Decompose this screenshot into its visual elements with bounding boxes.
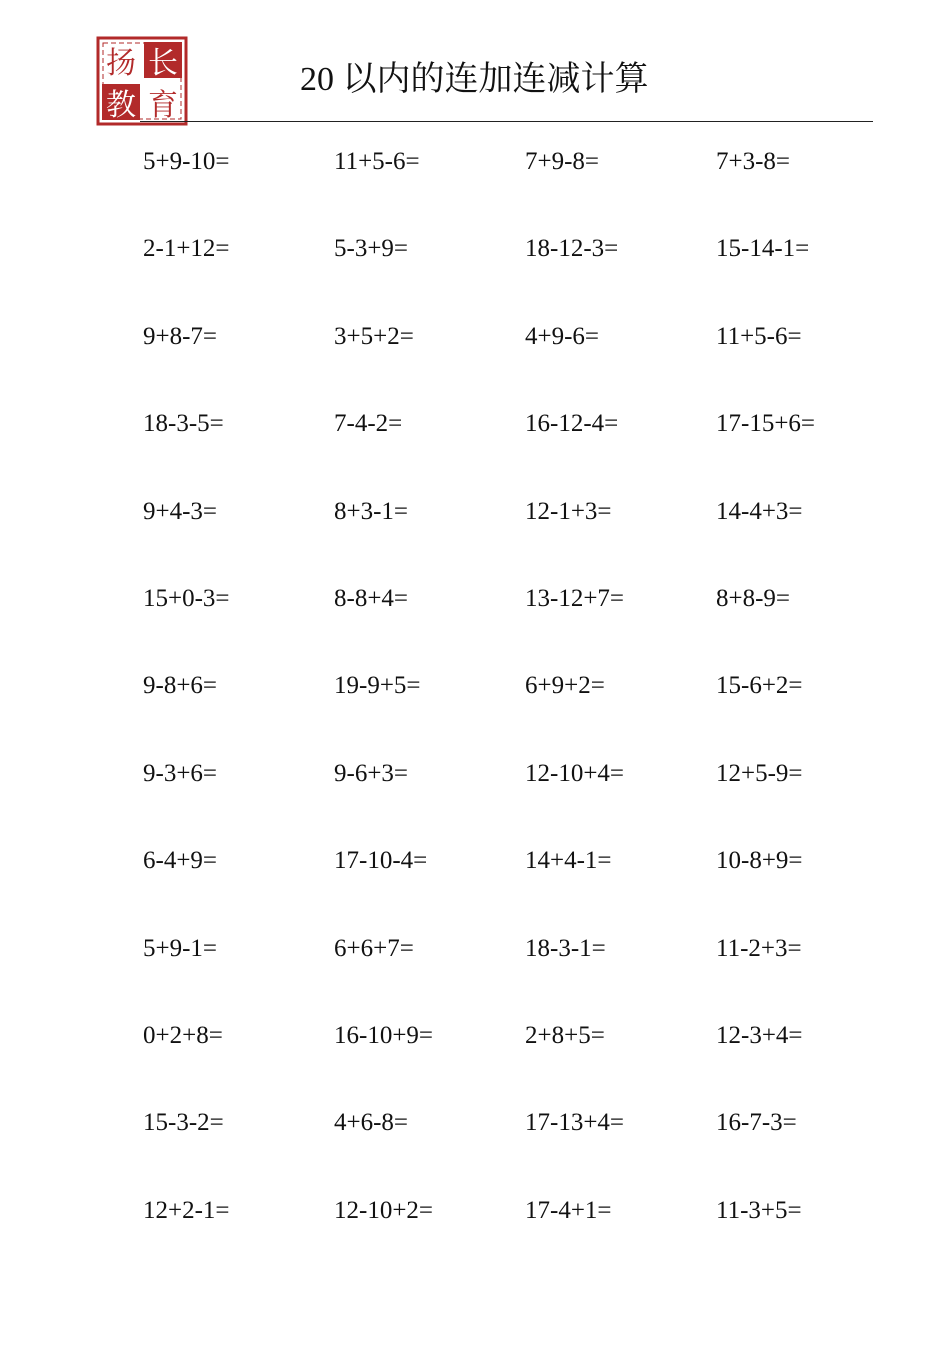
arithmetic-problem: 8+8-9= xyxy=(716,584,791,612)
svg-text:扬: 扬 xyxy=(106,46,136,81)
arithmetic-problem: 6+6+7= xyxy=(334,934,414,962)
arithmetic-problem: 15+0-3= xyxy=(143,584,230,612)
arithmetic-problem: 15-3-2= xyxy=(143,1109,224,1137)
arithmetic-problem: 11+5-6= xyxy=(334,148,420,175)
arithmetic-problem: 11-3+5= xyxy=(716,1196,802,1224)
arithmetic-problem: 2-1+12= xyxy=(143,235,230,263)
arithmetic-problem: 11+5-6= xyxy=(716,322,802,350)
arithmetic-problem: 8+3-1= xyxy=(334,497,409,525)
arithmetic-problem: 12+5-9= xyxy=(716,759,803,787)
arithmetic-problem: 9-6+3= xyxy=(334,759,409,787)
arithmetic-problem: 16-10+9= xyxy=(334,1021,434,1049)
arithmetic-problem: 11-2+3= xyxy=(716,934,802,962)
arithmetic-problem: 13-12+7= xyxy=(525,584,625,612)
arithmetic-problem: 12-10+4= xyxy=(525,759,625,787)
arithmetic-problem: 5+9-10= xyxy=(143,148,230,175)
arithmetic-problem: 12-1+3= xyxy=(525,497,612,525)
arithmetic-problem: 2+8+5= xyxy=(525,1021,605,1049)
arithmetic-problem: 7-4-2= xyxy=(334,410,403,438)
arithmetic-problem: 17-4+1= xyxy=(525,1196,612,1224)
arithmetic-problem: 17-10-4= xyxy=(334,847,428,875)
arithmetic-problem: 18-3-5= xyxy=(143,410,224,438)
svg-text:育: 育 xyxy=(148,88,178,123)
page-title: 20 以内的连加连减计算 xyxy=(300,61,649,98)
arithmetic-problem: 6+9+2= xyxy=(525,672,605,700)
arithmetic-problem: 9+4-3= xyxy=(143,497,218,525)
arithmetic-problem: 12-10+2= xyxy=(334,1196,434,1224)
arithmetic-problem: 4+9-6= xyxy=(525,322,600,350)
arithmetic-problem: 9+8-7= xyxy=(143,322,218,350)
arithmetic-problem: 0+2+8= xyxy=(143,1021,223,1049)
arithmetic-problem: 17-15+6= xyxy=(716,410,816,438)
arithmetic-problem: 17-13+4= xyxy=(525,1109,625,1137)
arithmetic-problem: 15-14-1= xyxy=(716,235,810,263)
arithmetic-problem: 19-9+5= xyxy=(334,672,421,700)
title-divider xyxy=(140,121,873,122)
arithmetic-problem: 18-12-3= xyxy=(525,235,619,263)
arithmetic-problem: 7+3-8= xyxy=(716,148,791,175)
svg-text:教: 教 xyxy=(106,88,136,123)
logo-seal xyxy=(96,36,188,126)
arithmetic-problem: 12-3+4= xyxy=(716,1021,803,1049)
problem-grid xyxy=(143,140,903,1276)
arithmetic-problem: 6-4+9= xyxy=(143,847,218,875)
arithmetic-problem: 3+5+2= xyxy=(334,322,414,350)
arithmetic-problem: 8-8+4= xyxy=(334,584,409,612)
arithmetic-problem: 4+6-8= xyxy=(334,1109,409,1137)
arithmetic-problem: 5+9-1= xyxy=(143,934,218,962)
arithmetic-problem: 9-3+6= xyxy=(143,759,218,787)
arithmetic-problem: 10-8+9= xyxy=(716,847,803,875)
arithmetic-problem: 12+2-1= xyxy=(143,1196,230,1224)
arithmetic-problem: 16-7-3= xyxy=(716,1109,797,1137)
svg-text:长: 长 xyxy=(148,46,178,81)
arithmetic-problem: 9-8+6= xyxy=(143,672,218,700)
arithmetic-problem: 14+4-1= xyxy=(525,847,612,875)
arithmetic-problem: 18-3-1= xyxy=(525,934,606,962)
arithmetic-problem: 7+9-8= xyxy=(525,148,600,175)
arithmetic-problem: 14-4+3= xyxy=(716,497,803,525)
arithmetic-problem: 15-6+2= xyxy=(716,672,803,700)
arithmetic-problem: 5-3+9= xyxy=(334,235,409,263)
arithmetic-problem: 16-12-4= xyxy=(525,410,619,438)
